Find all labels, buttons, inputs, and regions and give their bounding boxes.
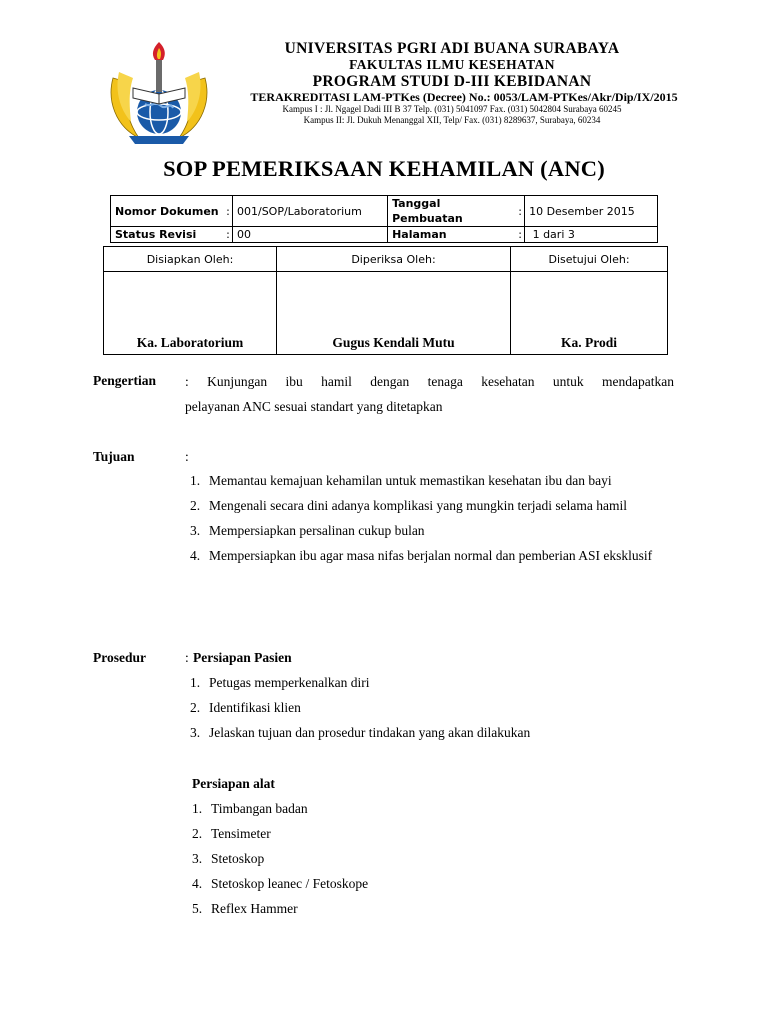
tanggal-pembuatan-label: Tanggal Pembuatan xyxy=(388,196,517,227)
list-item xyxy=(190,670,674,695)
prosedur-label: Prosedur xyxy=(93,650,146,665)
list-item-text: Identifikasi klien xyxy=(209,700,301,715)
list-number: 5. xyxy=(192,901,203,916)
disetujui-label: Disetujui Oleh: xyxy=(511,247,668,272)
colon: : xyxy=(224,196,233,227)
letterhead xyxy=(222,40,682,126)
list-item xyxy=(190,695,674,720)
list-item-text: Mempersiapkan ibu agar masa nifas berjalan normal dan pemberian ASI eksklusif xyxy=(209,548,653,563)
tujuan-colon: : xyxy=(185,449,189,464)
program-name: PROGRAM STUDI D-III KEBIDANAN xyxy=(312,73,592,90)
tujuan-label: Tujuan xyxy=(93,449,135,464)
persiapan-alat-list xyxy=(192,796,676,921)
persiapan-pasien-title: Persiapan Pasien xyxy=(193,650,292,665)
list-item-text: Mempersiapkan persalinan cukup bulan xyxy=(209,523,425,538)
list-item xyxy=(192,796,676,821)
diperiksa-label: Diperiksa Oleh: xyxy=(277,247,511,272)
list-item xyxy=(190,493,674,518)
list-item-text: Jelaskan tujuan dan prosedur tindakan yang akan dilakukan xyxy=(209,725,531,740)
disetujui-name: Ka. Prodi xyxy=(511,272,668,355)
colon: : xyxy=(224,227,233,243)
list-number: 3. xyxy=(192,851,203,866)
list-number: 1. xyxy=(190,473,201,488)
pengertian-line-2: pelayanan ANC sesuai standart yang ditetapkan xyxy=(185,399,443,414)
disiapkan-name: Ka. Laboratorium xyxy=(104,272,277,355)
list-item xyxy=(192,896,676,921)
persiapan-alat-title: Persiapan alat xyxy=(192,776,275,791)
campus-1-address: Kampus I : Jl. Ngagel Dadi III B 37 Telp. (031) 5041097 Fax. (031) 5042804 Surabaya 60245 xyxy=(282,104,622,114)
faculty-name: FAKULTAS ILMU KESEHATAN xyxy=(349,57,555,72)
list-item xyxy=(190,720,674,745)
pengertian-label: Pengertian xyxy=(93,373,156,388)
list-item xyxy=(192,871,676,896)
nomor-dokumen-label: Nomor Dokumen xyxy=(111,196,225,227)
list-number: 2. xyxy=(192,826,203,841)
list-number: 4. xyxy=(192,876,203,891)
list-number: 4. xyxy=(190,548,201,563)
colon: : xyxy=(516,196,525,227)
status-revisi-label: Status Revisi xyxy=(111,227,225,243)
university-name: UNIVERSITAS PGRI ADI BUANA SURABAYA xyxy=(284,40,620,57)
list-number: 2. xyxy=(190,498,201,513)
pengertian-line-1: : Kunjungan ibu hamil dengan tenaga kesehatan untuk mendapatkan xyxy=(185,374,674,389)
disiapkan-label: Disiapkan Oleh: xyxy=(104,247,277,272)
halaman-label: Halaman xyxy=(388,227,517,243)
list-item-text: Stetoskop leanec / Fetoskope xyxy=(211,876,369,891)
halaman-value: 1 dari 3 xyxy=(525,227,658,243)
colon: : xyxy=(516,227,525,243)
list-item-text: Reflex Hammer xyxy=(211,901,298,916)
list-item-text: Tensimeter xyxy=(211,826,271,841)
prosedur-colon: : xyxy=(185,650,189,665)
nomor-dokumen-value: 001/SOP/Laboratorium xyxy=(233,196,388,227)
list-item xyxy=(190,468,674,493)
list-item-text: Mengenali secara dini adanya komplikasi yang mungkin terjadi selama hamil xyxy=(209,498,627,513)
accreditation: TERAKREDITASI LAM-PTKes (Decree) No.: 0053/LAM-PTKes/Akr/Dip/IX/2015 xyxy=(250,90,678,104)
list-item-text: Stetoskop xyxy=(211,851,265,866)
list-number: 1. xyxy=(192,801,203,816)
list-number: 3. xyxy=(190,725,201,740)
diperiksa-name: Gugus Kendali Mutu xyxy=(277,272,511,355)
campus-2-address: Kampus II: Jl. Dukuh Menanggal XII, Telp/ Fax. (031) 8289637, Surabaya, 60234 xyxy=(303,115,601,125)
list-item xyxy=(190,543,674,568)
list-item-text: Memantau kemajuan kehamilan untuk memastikan kesehatan ibu dan bayi xyxy=(209,473,612,488)
tanggal-pembuatan-value: 10 Desember 2015 xyxy=(525,196,658,227)
document-title: SOP PEMERIKSAAN KEHAMILAN (ANC) xyxy=(163,156,605,181)
list-item xyxy=(192,821,676,846)
university-logo xyxy=(103,38,215,150)
list-item xyxy=(192,846,676,871)
status-revisi-value: 00 xyxy=(233,227,388,243)
tujuan-list xyxy=(190,468,674,568)
persiapan-pasien-list xyxy=(190,670,674,745)
list-number: 2. xyxy=(190,700,201,715)
list-number: 1. xyxy=(190,675,201,690)
approval-table xyxy=(103,246,668,355)
list-item xyxy=(190,518,674,543)
list-item-text: Timbangan badan xyxy=(211,801,308,816)
list-number: 3. xyxy=(190,523,201,538)
document-meta-table xyxy=(110,195,658,243)
list-item-text: Petugas memperkenalkan diri xyxy=(209,675,370,690)
